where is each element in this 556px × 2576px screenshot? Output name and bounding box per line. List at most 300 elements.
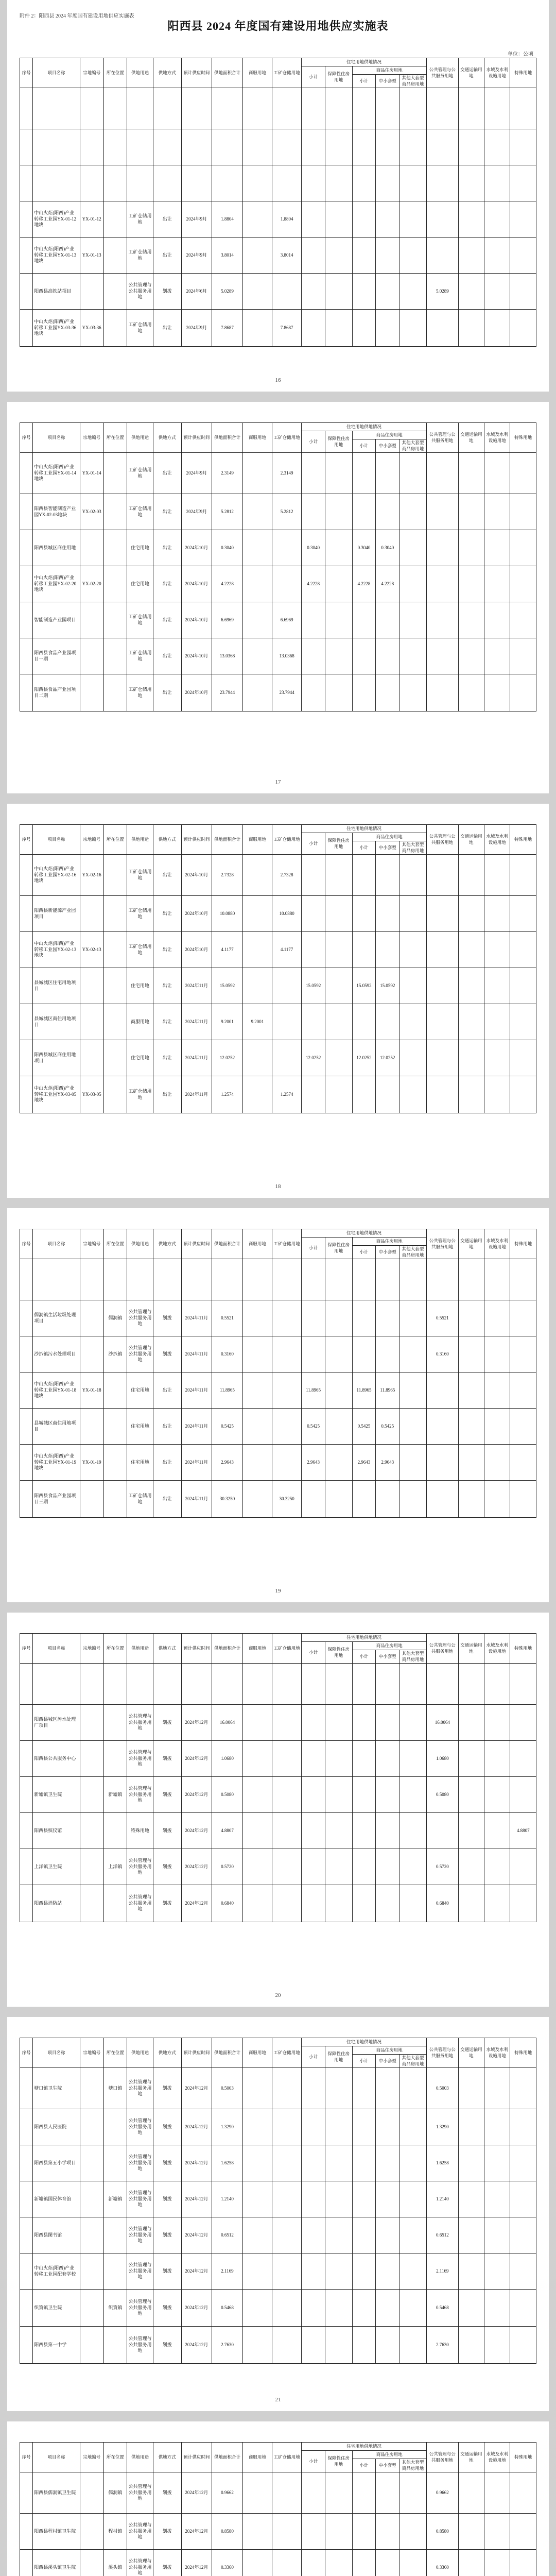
cell-location — [103, 129, 127, 165]
cell-method: 划拨 — [153, 274, 181, 310]
cell-spe — [510, 674, 536, 711]
cell-purpose: 商服用地 — [127, 1004, 153, 1040]
cell-wat — [484, 310, 510, 347]
cell-seq — [20, 968, 33, 1004]
document-page — [7, 402, 549, 793]
cell-cs — [352, 238, 376, 274]
cell-time: 2024年11月 — [181, 1004, 212, 1040]
header-water: 水域及水利设施用地 — [484, 423, 510, 453]
header-large: 其他大套型商品房用地 — [399, 2055, 427, 2068]
cell-pub — [426, 638, 458, 674]
cell-area: 2.7328 — [212, 855, 243, 896]
cell-seq — [20, 1849, 33, 1885]
cell-seq — [20, 453, 33, 494]
header-res-total: 小计 — [302, 2046, 325, 2068]
cell-cs — [352, 2145, 376, 2181]
cell-com — [242, 638, 272, 674]
cell-seq — [20, 238, 33, 274]
cell-ind — [272, 2253, 301, 2290]
cell-wat — [484, 1664, 510, 1705]
cell-cl — [399, 2181, 427, 2217]
cell-tra — [458, 968, 484, 1004]
cell-time: 2024年12月 — [181, 2290, 212, 2327]
cell-cl — [399, 494, 427, 530]
cell-cs: 12.0252 — [352, 1040, 376, 1076]
header-public: 公共管理与公共服务用地 — [426, 1229, 458, 1259]
header-res-total: 小计 — [302, 2451, 325, 2472]
cell-time: 2024年6月 — [181, 274, 212, 310]
page-header — [7, 0, 549, 57]
header-industrial: 工矿仓储用地 — [272, 423, 301, 453]
header-commodity-group: 商品住房用地 — [352, 66, 426, 75]
header-location: 所在位置 — [103, 2038, 127, 2068]
cell-tra — [458, 2217, 484, 2253]
cell-method: 出让 — [153, 530, 181, 566]
cell-time: 2024年12月 — [181, 1813, 212, 1849]
header-special: 特殊用地 — [510, 2443, 536, 2472]
cell-res — [302, 238, 325, 274]
cell-purpose: 公共管理与公共服务用地 — [127, 2253, 153, 2290]
cell-cs — [352, 2253, 376, 2290]
header-purpose: 供地用途 — [127, 423, 153, 453]
cell-project: 阳西县食品产业园项目三期 — [33, 1481, 80, 1518]
header-area: 供地面积合计 — [212, 2443, 243, 2472]
cell-seq — [20, 1076, 33, 1113]
cell-time: 2024年10月 — [181, 932, 212, 968]
header-commodity-group: 商品住房用地 — [352, 1238, 426, 1246]
cell-cs — [352, 1481, 376, 1518]
cell-wat — [484, 2109, 510, 2145]
page-number: 21 — [275, 2397, 281, 2403]
cell-area — [212, 1664, 243, 1705]
cell-purpose: 公共管理与公共服务用地 — [127, 1705, 153, 1741]
cell-method — [153, 165, 181, 201]
table-row — [20, 2145, 536, 2181]
cell-ind — [272, 2181, 301, 2217]
cell-purpose — [127, 88, 153, 129]
cell-wat — [484, 1849, 510, 1885]
table-row — [20, 602, 536, 638]
cell-wat — [484, 2472, 510, 2514]
cell-cs — [352, 2327, 376, 2364]
cell-res — [302, 1705, 325, 1741]
cell-location — [103, 2109, 127, 2145]
cell-time: 2024年12月 — [181, 2327, 212, 2364]
cell-wat — [484, 1777, 510, 1813]
cell-purpose: 公共管理与公共服务用地 — [127, 2472, 153, 2514]
cell-wat — [484, 896, 510, 932]
cell-aff — [325, 1300, 352, 1336]
cell-location — [103, 1040, 127, 1076]
cell-cs — [352, 274, 376, 310]
cell-spe — [510, 1336, 536, 1372]
cell-cl — [399, 932, 427, 968]
cell-aff — [325, 1445, 352, 1481]
table-row — [20, 1705, 536, 1741]
cell-res — [302, 855, 325, 896]
cell-com — [242, 1777, 272, 1813]
cell-method: 划拨 — [153, 1705, 181, 1741]
cell-ind — [272, 1705, 301, 1741]
header-mid-small: 中小套型 — [376, 1650, 399, 1664]
cell-project: 织篢镇卫生院 — [33, 2290, 80, 2327]
cell-com — [242, 2217, 272, 2253]
cell-cm — [376, 453, 399, 494]
header-project: 项目名称 — [33, 1634, 80, 1664]
cell-time: 2024年12月 — [181, 2068, 212, 2109]
cell-purpose: 工矿仓储用地 — [127, 201, 153, 238]
attachment-note: 附件 2：阳西县 2024 年度国有建设用地供应实施表 — [20, 13, 134, 19]
cell-time: 2024年12月 — [181, 2253, 212, 2290]
cell-cm — [376, 1813, 399, 1849]
cell-pub — [426, 1481, 458, 1518]
cell-com — [242, 310, 272, 347]
cell-cm — [376, 855, 399, 896]
header-location: 所在位置 — [103, 423, 127, 453]
cell-parcel — [80, 1813, 103, 1849]
header-seq: 序号 — [20, 825, 33, 855]
cell-project: 阳西县高铁站项目 — [33, 274, 80, 310]
cell-cl — [399, 2068, 427, 2109]
cell-spe — [510, 1076, 536, 1113]
cell-aff — [325, 1664, 352, 1705]
header-commercial: 商服用地 — [242, 58, 272, 88]
cell-parcel — [80, 1259, 103, 1300]
cell-res — [302, 2550, 325, 2576]
cell-spe — [510, 1885, 536, 1922]
cell-method: 划拨 — [153, 1813, 181, 1849]
cell-purpose: 公共管理与公共服务用地 — [127, 1336, 153, 1372]
header-area: 供地面积合计 — [212, 825, 243, 855]
cell-parcel — [80, 674, 103, 711]
cell-tra — [458, 201, 484, 238]
table-row — [20, 1885, 536, 1922]
cell-seq — [20, 2514, 33, 2550]
cell-time: 2024年9月 — [181, 494, 212, 530]
land-supply-table — [20, 1633, 536, 1922]
cell-pub: 1.0680 — [426, 1741, 458, 1777]
cell-area: 10.0880 — [212, 896, 243, 932]
cell-cs — [352, 2181, 376, 2217]
cell-com — [242, 201, 272, 238]
cell-res — [302, 2472, 325, 2514]
cell-location: 新墟镇 — [103, 1777, 127, 1813]
cell-parcel — [80, 896, 103, 932]
cell-cl — [399, 638, 427, 674]
cell-wat — [484, 674, 510, 711]
cell-wat — [484, 453, 510, 494]
cell-time: 2024年12月 — [181, 1741, 212, 1777]
cell-area: 1.8804 — [212, 201, 243, 238]
cell-res — [302, 602, 325, 638]
page-number: 20 — [275, 1992, 281, 1998]
cell-method: 出让 — [153, 968, 181, 1004]
cell-com — [242, 855, 272, 896]
cell-com — [242, 1076, 272, 1113]
cell-cm — [376, 2145, 399, 2181]
cell-location — [103, 2145, 127, 2181]
cell-pub: 16.0064 — [426, 1705, 458, 1741]
table-row — [20, 968, 536, 1004]
cell-cm — [376, 310, 399, 347]
cell-com: 9.2001 — [242, 1004, 272, 1040]
cell-ind — [272, 2290, 301, 2327]
cell-pub — [426, 1004, 458, 1040]
cell-aff — [325, 896, 352, 932]
cell-cs — [352, 310, 376, 347]
header-water: 水域及水利设施用地 — [484, 2038, 510, 2068]
cell-location — [103, 1741, 127, 1777]
cell-purpose: 工矿仓储用地 — [127, 855, 153, 896]
cell-com — [242, 530, 272, 566]
cell-aff — [325, 1004, 352, 1040]
cell-parcel — [80, 1885, 103, 1922]
cell-ind — [272, 1409, 301, 1445]
cell-cm — [376, 2514, 399, 2550]
cell-purpose — [127, 129, 153, 165]
cell-pub — [426, 238, 458, 274]
cell-com — [242, 2068, 272, 2109]
document-title: 阳西县 2024 年度国有建设用地供应实施表 — [167, 20, 389, 32]
cell-cl — [399, 968, 427, 1004]
header-affordable: 保障性住房用地 — [325, 1642, 352, 1664]
cell-location: 溪头镇 — [103, 2550, 127, 2576]
cell-purpose: 住宅用地 — [127, 530, 153, 566]
cell-aff — [325, 932, 352, 968]
cell-method: 划拨 — [153, 2145, 181, 2181]
cell-cm — [376, 638, 399, 674]
header-project: 项目名称 — [33, 2443, 80, 2472]
cell-spe — [510, 1849, 536, 1885]
cell-com — [242, 2290, 272, 2327]
table-row — [20, 932, 536, 968]
page-number: 16 — [275, 377, 281, 383]
cell-ind — [272, 2472, 301, 2514]
cell-cm: 15.0592 — [376, 968, 399, 1004]
header-area: 供地面积合计 — [212, 1634, 243, 1664]
cell-area: 3.8014 — [212, 238, 243, 274]
cell-cm — [376, 2290, 399, 2327]
cell-area — [212, 88, 243, 129]
header-large: 其他大套型商品房用地 — [399, 2459, 427, 2472]
cell-cm — [376, 494, 399, 530]
cell-tra — [458, 674, 484, 711]
cell-project — [33, 165, 80, 201]
cell-aff — [325, 2290, 352, 2327]
cell-method: 划拨 — [153, 2550, 181, 2576]
cell-pub: 0.3360 — [426, 2550, 458, 2576]
cell-spe — [510, 129, 536, 165]
cell-com — [242, 1481, 272, 1518]
table-row — [20, 1004, 536, 1040]
cell-parcel: YX-01-19 — [80, 1445, 103, 1481]
cell-location: 上洋镇 — [103, 1849, 127, 1885]
cell-parcel: YX-01-13 — [80, 238, 103, 274]
header-water: 水域及水利设施用地 — [484, 1229, 510, 1259]
cell-location — [103, 932, 127, 968]
cell-time: 2024年12月 — [181, 2109, 212, 2145]
cell-res — [302, 2217, 325, 2253]
cell-area: 0.9662 — [212, 2472, 243, 2514]
cell-wat — [484, 1885, 510, 1922]
cell-area: 5.0289 — [212, 274, 243, 310]
header-time: 预计供应时间 — [181, 1229, 212, 1259]
cell-method: 出让 — [153, 494, 181, 530]
header-residential-group: 住宅用地供地情况 — [302, 58, 427, 66]
header-water: 水域及水利设施用地 — [484, 58, 510, 88]
cell-spe — [510, 1705, 536, 1741]
cell-ind — [272, 566, 301, 602]
cell-cl — [399, 1409, 427, 1445]
cell-purpose: 工矿仓储用地 — [127, 238, 153, 274]
header-public: 公共管理与公共服务用地 — [426, 423, 458, 453]
cell-cm — [376, 88, 399, 129]
cell-parcel — [80, 968, 103, 1004]
cell-res — [302, 165, 325, 201]
cell-spe — [510, 494, 536, 530]
document-page — [7, 1613, 549, 2007]
cell-pub — [426, 88, 458, 129]
cell-cl — [399, 238, 427, 274]
cell-location — [103, 602, 127, 638]
header-industrial: 工矿仓储用地 — [272, 1229, 301, 1259]
cell-area: 7.8687 — [212, 310, 243, 347]
cell-project: 阳西县程村镇卫生院 — [33, 2514, 80, 2550]
cell-res — [302, 1885, 325, 1922]
header-commodity-sub: 小计 — [352, 75, 376, 88]
cell-pub — [426, 1813, 458, 1849]
cell-res — [302, 896, 325, 932]
cell-aff — [325, 165, 352, 201]
cell-aff — [325, 2514, 352, 2550]
cell-cs — [352, 1705, 376, 1741]
header-method: 供地方式 — [153, 1229, 181, 1259]
cell-method: 出让 — [153, 201, 181, 238]
cell-ind — [272, 129, 301, 165]
cell-wat — [484, 2290, 510, 2327]
cell-ind — [272, 1445, 301, 1481]
cell-res — [302, 453, 325, 494]
cell-method: 出让 — [153, 310, 181, 347]
cell-cl — [399, 1885, 427, 1922]
cell-pub: 0.3160 — [426, 1336, 458, 1372]
cell-tra — [458, 310, 484, 347]
cell-aff — [325, 129, 352, 165]
land-supply-table — [20, 1229, 536, 1518]
header-public: 公共管理与公共服务用地 — [426, 1634, 458, 1664]
cell-location — [103, 1664, 127, 1705]
header-commercial: 商服用地 — [242, 2038, 272, 2068]
unit-label: 单位：公顷 — [508, 52, 533, 57]
cell-cs: 0.3040 — [352, 530, 376, 566]
cell-area: 1.2140 — [212, 2181, 243, 2217]
cell-cl — [399, 1372, 427, 1409]
cell-purpose: 工矿仓储用地 — [127, 1481, 153, 1518]
cell-area: 4.8807 — [212, 1813, 243, 1849]
cell-time: 2024年10月 — [181, 566, 212, 602]
cell-seq — [20, 1445, 33, 1481]
cell-seq — [20, 1885, 33, 1922]
cell-wat — [484, 1741, 510, 1777]
cell-time: 2024年12月 — [181, 2145, 212, 2181]
cell-parcel: YX-01-18 — [80, 1372, 103, 1409]
cell-area: 0.8580 — [212, 2514, 243, 2550]
cell-res — [302, 1004, 325, 1040]
cell-cs — [352, 2514, 376, 2550]
header-time: 预计供应时间 — [181, 1634, 212, 1664]
header-purpose: 供地用途 — [127, 1634, 153, 1664]
header-special: 特殊用地 — [510, 423, 536, 453]
cell-tra — [458, 1259, 484, 1300]
cell-method — [153, 1259, 181, 1300]
header-water: 水域及水利设施用地 — [484, 825, 510, 855]
cell-parcel — [80, 1705, 103, 1741]
cell-cm — [376, 1885, 399, 1922]
cell-area: 16.0064 — [212, 1705, 243, 1741]
cell-area: 0.3160 — [212, 1336, 243, 1372]
cell-purpose: 公共管理与公共服务用地 — [127, 2217, 153, 2253]
cell-com — [242, 129, 272, 165]
cell-time — [181, 1664, 212, 1705]
cell-cs — [352, 1300, 376, 1336]
cell-location — [103, 968, 127, 1004]
cell-res: 15.0592 — [302, 968, 325, 1004]
header-area: 供地面积合计 — [212, 423, 243, 453]
cell-spe — [510, 2109, 536, 2145]
cell-cm — [376, 238, 399, 274]
cell-res — [302, 1741, 325, 1777]
cell-spe — [510, 1777, 536, 1813]
cell-method: 出让 — [153, 674, 181, 711]
cell-cm: 2.9643 — [376, 1445, 399, 1481]
cell-area: 1.3290 — [212, 2109, 243, 2145]
cell-area: 5.2812 — [212, 494, 243, 530]
header-time: 预计供应时间 — [181, 2038, 212, 2068]
header-mid-small: 中小套型 — [376, 75, 399, 88]
cell-wat — [484, 932, 510, 968]
cell-method: 划拨 — [153, 1885, 181, 1922]
cell-cm — [376, 674, 399, 711]
cell-pub: 0.6512 — [426, 2217, 458, 2253]
cell-pub — [426, 1664, 458, 1705]
cell-spe — [510, 165, 536, 201]
cell-pub — [426, 932, 458, 968]
cell-com — [242, 88, 272, 129]
cell-cm — [376, 2550, 399, 2576]
cell-area: 13.0368 — [212, 638, 243, 674]
cell-time: 2024年11月 — [181, 1300, 212, 1336]
cell-location — [103, 1076, 127, 1113]
cell-method — [153, 129, 181, 165]
cell-project — [33, 88, 80, 129]
cell-com — [242, 494, 272, 530]
table-row — [20, 674, 536, 711]
cell-cs — [352, 674, 376, 711]
cell-aff — [325, 1336, 352, 1372]
header-residential-group: 住宅用地供地情况 — [302, 423, 427, 431]
cell-res — [302, 2068, 325, 2109]
header-residential-group: 住宅用地供地情况 — [302, 2443, 427, 2451]
cell-parcel: YX-03-05 — [80, 1076, 103, 1113]
cell-res — [302, 2290, 325, 2327]
cell-time: 2024年11月 — [181, 1040, 212, 1076]
header-area: 供地面积合计 — [212, 2038, 243, 2068]
cell-time: 2024年12月 — [181, 1849, 212, 1885]
cell-pub: 0.8580 — [426, 2514, 458, 2550]
cell-ind — [272, 2068, 301, 2109]
cell-time: 2024年9月 — [181, 453, 212, 494]
cell-area — [212, 129, 243, 165]
